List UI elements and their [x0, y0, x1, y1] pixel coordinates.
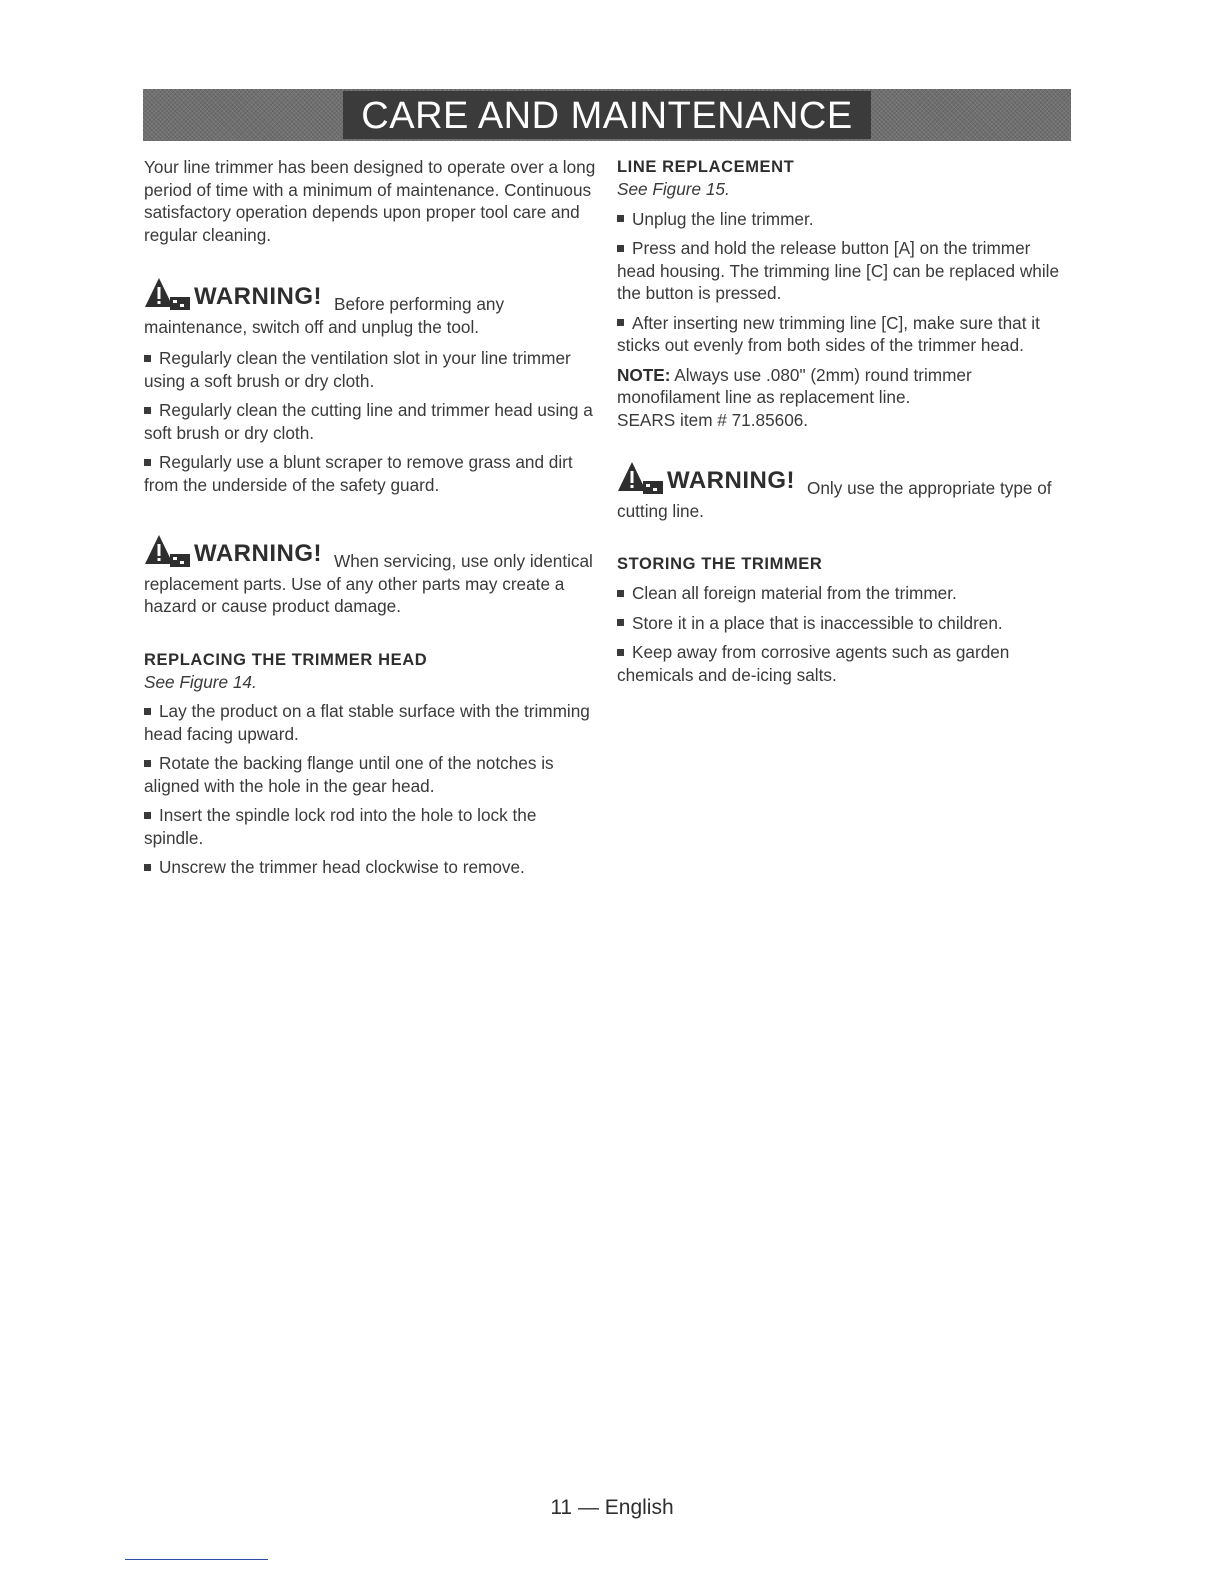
warning-label: WARNING!	[194, 540, 322, 567]
section-heading-replacing: REPLACING THE TRIMMER HEAD	[144, 650, 428, 669]
bullet-icon	[617, 649, 624, 656]
list-item	[144, 347, 599, 392]
list-item-text: Store it in a place that is inaccessible to children.	[632, 612, 1003, 633]
bullet-icon	[617, 590, 624, 597]
list-item	[617, 312, 1072, 357]
bullet-icon	[144, 459, 151, 466]
list-item-text: Regularly clean the cutting line and trimmer head using a soft brush or dry cloth.	[144, 400, 593, 443]
page-number: 11 — English	[550, 1496, 674, 1519]
bullet-icon	[144, 760, 151, 767]
warning-triangle-icon	[617, 460, 663, 494]
bullet-icon	[144, 407, 151, 414]
bullet-icon	[144, 864, 151, 871]
figure-reference: See Figure 14.	[144, 671, 257, 692]
list-item-text: Clean all foreign material from the trimmer.	[632, 583, 957, 603]
list-item-text: Regularly use a blunt scraper to remove grass and dirt from the underside of the safety guard.	[144, 452, 573, 495]
warning-triangle-icon	[144, 276, 190, 310]
warning-block-servicing	[144, 533, 599, 618]
list-item	[617, 612, 1072, 635]
list-item	[617, 641, 1072, 686]
bullet-icon	[617, 245, 624, 252]
list-item	[617, 237, 1072, 305]
section-heading-storing: STORING THE TRIMMER	[617, 555, 823, 573]
list-item-text: After inserting new trimming line [C], make sure that it sticks out evenly from both sides of the trimmer head.	[617, 312, 1040, 355]
warning-label: WARNING!	[194, 283, 322, 310]
sears-item-number: SEARS item # 71.85606.	[617, 409, 809, 430]
warning-block-maintenance	[144, 276, 599, 338]
list-item-text: Press and hold the release button [A] on the trimmer head housing. The trimming line [C] can be replaced while the button is pressed.	[617, 238, 1060, 303]
section-heading-line-replacement: LINE REPLACEMENT	[617, 158, 795, 176]
footer-divider	[125, 1559, 268, 1560]
list-item	[144, 804, 599, 849]
list-item	[144, 700, 599, 745]
list-item-text: Unplug the line trimmer.	[632, 208, 814, 229]
bullet-icon	[617, 319, 624, 326]
list-item-text: Keep away from corrosive agents such as garden chemicals and de-icing salts.	[617, 642, 1010, 685]
note-paragraph	[617, 364, 1072, 409]
warning-block-cutting-line	[617, 460, 1072, 522]
page-title: CARE AND MAINTENANCE	[343, 91, 870, 139]
section-banner	[143, 89, 1071, 141]
warning-triangle-icon	[144, 533, 190, 567]
bullet-icon	[617, 619, 624, 626]
bullet-icon	[144, 708, 151, 715]
list-item-text: Unscrew the trimmer head clockwise to remove.	[159, 857, 525, 877]
list-item	[144, 752, 599, 797]
note-text: Always use .080" (2mm) round trimmer monofilament line as replacement line.	[617, 364, 972, 407]
list-item	[144, 856, 599, 879]
warning-text: Before performing any maintenance, switch off and unplug the tool.	[144, 294, 505, 337]
warning-text: Only use the appropriate type of cutting line.	[617, 478, 1052, 521]
list-item	[617, 582, 1072, 605]
intro-paragraph: Your line trimmer has been designed to operate over a long period of time with a minimum of maintenance. Continuous satisfactory operation depends upon proper tool care and regular cleaning.	[144, 157, 596, 245]
warning-label: WARNING!	[667, 467, 795, 494]
note-label: NOTE:	[617, 364, 671, 385]
left-column	[144, 156, 599, 886]
figure-reference: See Figure 15.	[617, 179, 730, 199]
list-item	[144, 399, 599, 444]
warning-text: When servicing, use only identical replacement parts. Use of any other parts may create a hazard or cause product damage.	[144, 551, 593, 616]
right-column	[617, 156, 1072, 693]
list-item-text: Rotate the backing flange until one of the notches is aligned with the hole in the gear head.	[144, 753, 554, 796]
list-item	[617, 208, 1072, 231]
bullet-icon	[144, 355, 151, 362]
list-item-text: Lay the product on a flat stable surface with the trimming head facing upward.	[144, 701, 590, 744]
list-item	[144, 451, 599, 496]
list-item-text: Insert the spindle lock rod into the hole to lock the spindle.	[144, 805, 537, 848]
list-item-text: Regularly clean the ventilation slot in your line trimmer using a soft brush or dry cloth.	[144, 348, 571, 391]
bullet-icon	[144, 812, 151, 819]
bullet-icon	[617, 215, 624, 222]
